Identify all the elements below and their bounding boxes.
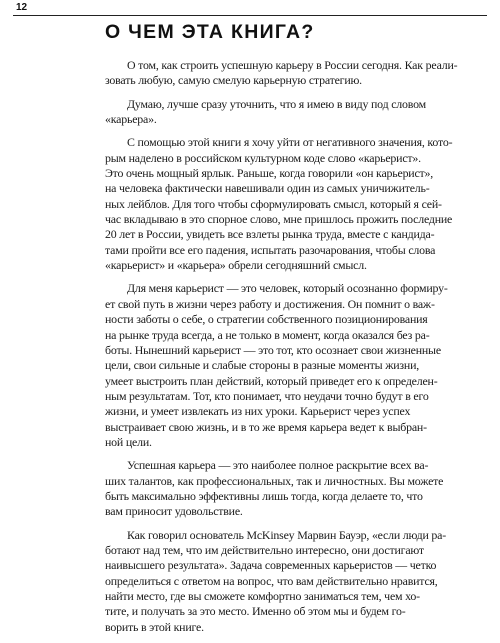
text-line: жизни, и умеет извлекать из них уроки. Карьерист через успех [105,404,411,419]
text-line: Для меня карьерист — это человек, который осознанно формиру- [127,281,448,296]
text-line: 20 лет в России, увидеть все взлеты рынка труда, вместе с кандида- [105,227,435,242]
paragraph [105,458,444,519]
text-line: ет свой путь в жизни через работу и достижения. Он помнит о важ- [105,296,435,311]
paragraph [105,527,446,635]
text-line: Думаю, лучше сразу уточнить, что я имею в виду под словом [127,96,426,111]
text-line: «карьера». [105,112,157,127]
text-line: ным результатам. Тот, кто понимает, что неудачи точно будут в его [105,388,429,403]
paragraph [105,58,458,89]
paragraph [105,281,448,450]
paragraph [105,96,426,128]
text-line: боты. Нынешний карьерист — это тот, кто осознает свои жизненные [105,342,441,357]
text-line: тами пройти все его падения, испытать разочарования, чтобы слова [105,242,436,257]
text-line: быть максимально эффективны лишь тогда, когда делаете то, что [105,488,423,503]
chapter-title: О ЧЕМ ЭТА КНИГА? [105,21,315,43]
header-rule [13,15,487,16]
body-text [105,58,458,643]
text-line: цели, свои сильные и слабые стороны в разные моменты жизни, [105,358,420,373]
text-line: ших талантов, как профессиональных, так и личностных. Вы можете [105,473,444,488]
text-line: Это очень мощный ярлык. Раньше, когда говорили «он карьерист», [105,166,434,181]
text-line: ных лейблов. Для того чтобы сформулировать смысл, который я сей- [105,196,442,211]
text-line: ворить в этой книге. [105,619,204,634]
text-line: ботают над тем, что им действительно интересно, они достигают [105,542,424,557]
text-line: час вкладываю в это спорное слово, мне пришлось прожить последние [105,212,453,227]
text-line: наивысшего результата». Задача современных карьеристов — четко [105,558,437,573]
text-line: Успешная карьера — это наиболее полное раскрытие всех ва- [127,458,429,473]
text-line: ной цели. [105,434,152,449]
text-line: Как говорил основатель McKinsey Марвин Бауэр, «если люди ра- [127,527,446,542]
text-line: С помощью этой книги я хочу уйти от негативного значения, кото- [127,135,453,150]
text-line: вам приносит удовольствие. [105,504,243,519]
text-line: выстраивает свою жизнь, и в то же время карьера ведет к выбран- [105,419,427,434]
text-line: умеет выстроить план действий, который приведет его к определен- [105,373,438,388]
text-line: тите, и получать за это место. Именно об этом мы и будем го- [105,604,406,619]
text-line: ности заботы о себе, о стратегии собственного позиционирования [105,312,428,327]
text-line: зовать любую, самую смелую карьерную стратегию. [105,73,362,88]
text-line: «карьерист» и «карьера» обрели сегодняшний смысл. [105,258,367,273]
text-line: на человека фактически навешивали один из самых уничижитель- [105,181,430,196]
text-line: на рынке труда всегда, а не только в момент, когда оказался без ра- [105,327,430,342]
text-line: найти место, где вы сможете комфортно заниматься тем, чем хо- [105,589,420,603]
paragraph [105,135,453,273]
page-number: 12 [16,2,28,13]
text-line: О том, как строить успешную карьеру в России сегодня. Как реали- [127,58,458,72]
text-line: определиться с ответом на вопрос, что вам действительно нравится, [105,573,438,588]
text-line: рым наделено в российском культурном коде слово «карьерист». [105,150,421,165]
